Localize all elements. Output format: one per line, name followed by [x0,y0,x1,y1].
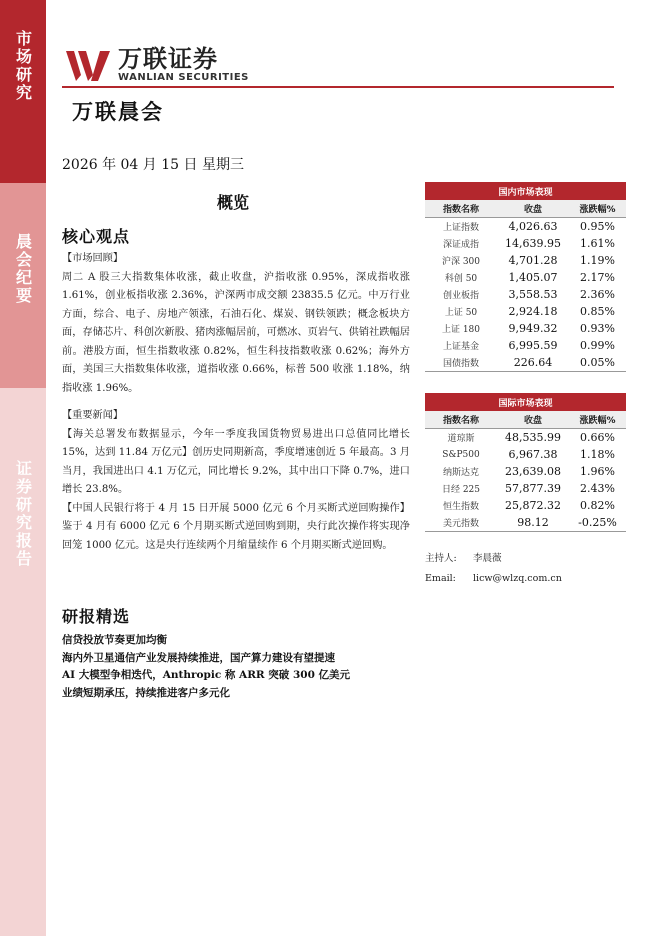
close-value: 25,872.32 [505,499,561,512]
index-name: 深证成指 [442,240,479,250]
index-name: 纳斯达克 [442,468,479,478]
overview-heading: 概览 [217,193,250,212]
header-divider [62,86,614,88]
column-header-index: 指数名称 [425,411,497,429]
table-row [425,218,626,236]
index-name: 沪深 300 [441,257,481,267]
email-label: Email: [425,573,456,584]
change-value: 1.18% [580,448,615,461]
close-value: 57,877.39 [505,482,561,495]
news-item-customs: 【海关总署发布数据显示，今年一季度我国货物贸易进出口总值同比增长 15%，达到 11.84 万亿元】创历史同期新高，季度增速创近 5 年最高。3 月当月，我国进出口 4.1 万亿元，同比增长 9.2%，其中出口下降 0.7%，进口增长 23.8%。 [62,428,410,495]
change-value: 0.66% [580,431,615,444]
table-row [425,337,626,354]
close-value: 3,558.53 [508,288,558,301]
close-value: 4,026.63 [508,220,558,233]
sidebar [0,0,46,936]
table-row [425,429,626,447]
sidebar-label: 晨会纪要 [13,233,33,305]
close-value: 98.12 [497,514,569,532]
wanlian-w-logo-icon [64,47,112,83]
important-news-label: 【重要新闻】 [62,410,124,421]
important-news-section [62,407,410,555]
index-name: 日经 225 [441,485,481,495]
close-value: 6,967.38 [508,448,558,461]
change-value: 0.99% [580,339,615,352]
author-email: licw@wlzq.com.cn [473,573,562,584]
research-item[interactable]: 海内外卫星通信产业发展持续推进，国产算力建设有望提速 [62,651,335,664]
index-name: 道琼斯 [447,434,475,444]
table-row [425,320,626,337]
column-header-index: 指数名称 [425,200,497,218]
close-value: 226.64 [497,354,569,372]
sidebar-label: 证券研究报告 [13,460,33,568]
change-value: 0.82% [580,499,615,512]
column-header-change: 涨跌幅% [569,200,626,218]
table-row [425,354,626,372]
change-value: 2.43% [580,482,615,495]
change-value: 0.85% [580,305,615,318]
index-name: S&P500 [442,449,480,460]
index-name: 上证指数 [442,223,479,233]
close-value: 48,535.99 [505,431,561,444]
change-value: 0.95% [580,220,615,233]
column-header-close: 收盘 [497,200,569,218]
close-value: 14,639.95 [505,237,561,250]
index-name: 上证 50 [444,308,478,318]
index-name: 国债指数 [425,354,497,372]
table-row [425,269,626,286]
market-review-label: 【市场回顾】 [62,253,124,264]
change-value: 1.96% [580,465,615,478]
table-row [425,303,626,320]
sidebar-section-morning-meeting [0,183,46,388]
table-row [425,286,626,303]
research-list [62,632,482,702]
change-value: 2.36% [580,288,615,301]
domestic-market-table [425,182,626,372]
index-name: 上证 180 [441,325,481,335]
index-name: 美元指数 [425,514,497,532]
change-value: 0.05% [569,354,626,372]
table-caption: 国内市场表现 [425,182,626,200]
sidebar-section-research-report [0,388,46,936]
table-row [425,463,626,480]
index-name: 恒生指数 [442,502,479,512]
logo-english-name: WANLIAN SECURITIES [118,72,249,83]
international-market-table [425,393,626,532]
market-review-section [62,250,410,398]
author-block [425,549,562,589]
close-value: 9,949.32 [508,322,558,335]
logo-chinese-name: 万联证券 [118,45,218,73]
market-review-text: 周二 A 股三大指数集体收涨，截止收盘，沪指收涨 0.95%，深成指收涨 1.61%，创业板指收涨 2.36%，沪深两市成交额 23835.5 亿元。中万行业方面，综合、电子、房地产领涨，石油石化、煤炭、钢铁领跌；概念板块方面，存储芯片、科创次新股、猪肉涨幅居前，可燃冰、页岩气、供销社跌幅居前。港股方面，恒生指数收涨 0.82%，恒生科技指数收涨 0.62%；海外方面，美国三大指数集体收涨，道指收涨 0.66%，标普 500 收涨 1.18%，纳指收涨 1.96%。 [62,271,410,394]
change-value: 2.17% [580,271,615,284]
index-name: 创业板指 [442,291,479,301]
table-row [425,514,626,532]
close-value: 2,924.18 [508,305,558,318]
index-name: 科创 50 [444,274,478,284]
host-name: 李晨薇 [473,553,502,564]
research-item[interactable]: 业绩短期承压，持续推进客户多元化 [62,686,230,699]
table-row [425,252,626,269]
sidebar-label: 市场研究 [13,30,33,102]
research-selection-heading: 研报精选 [62,607,131,626]
close-value: 1,405.07 [508,271,558,284]
core-views-heading: 核心观点 [62,227,131,246]
change-value: 1.61% [580,237,615,250]
research-item[interactable]: AI 大模型争相迭代，Anthropic 称 ARR 突破 300 亿美元 [62,669,351,681]
change-value: 0.93% [580,322,615,335]
host-label: 主持人: [425,553,457,564]
index-name: 上证基金 [442,342,479,352]
company-logo [64,46,249,83]
column-header-change: 涨跌幅% [569,411,626,429]
table-row [425,235,626,252]
table-row [425,480,626,497]
research-item[interactable]: 信贷投放节奏更加均衡 [62,634,167,646]
close-value: 23,639.08 [505,465,561,478]
table-row [425,446,626,463]
table-caption: 国际市场表现 [425,393,626,411]
change-value: 1.19% [580,254,615,267]
table-row [425,497,626,514]
change-value: -0.25% [569,514,626,532]
report-date: 2026 年 04 月 15 日 星期三 [62,157,244,173]
close-value: 6,995.59 [508,339,558,352]
close-value: 4,701.28 [508,254,558,267]
sidebar-section-market-research [0,0,46,183]
news-item-pboc: 【中国人民银行将于 4 月 15 日开展 5000 亿元 6 个月买断式逆回购操作】鉴于 4 月有 6000 亿元 6 个月期买断式逆回购到期，央行此次操作将实现净回笼 1000 亿元。这是央行连续两个月缩量续作 6 个月期买断式逆回购。 [62,502,410,551]
column-header-close: 收盘 [497,411,569,429]
report-title: 万联晨会 [72,99,164,124]
